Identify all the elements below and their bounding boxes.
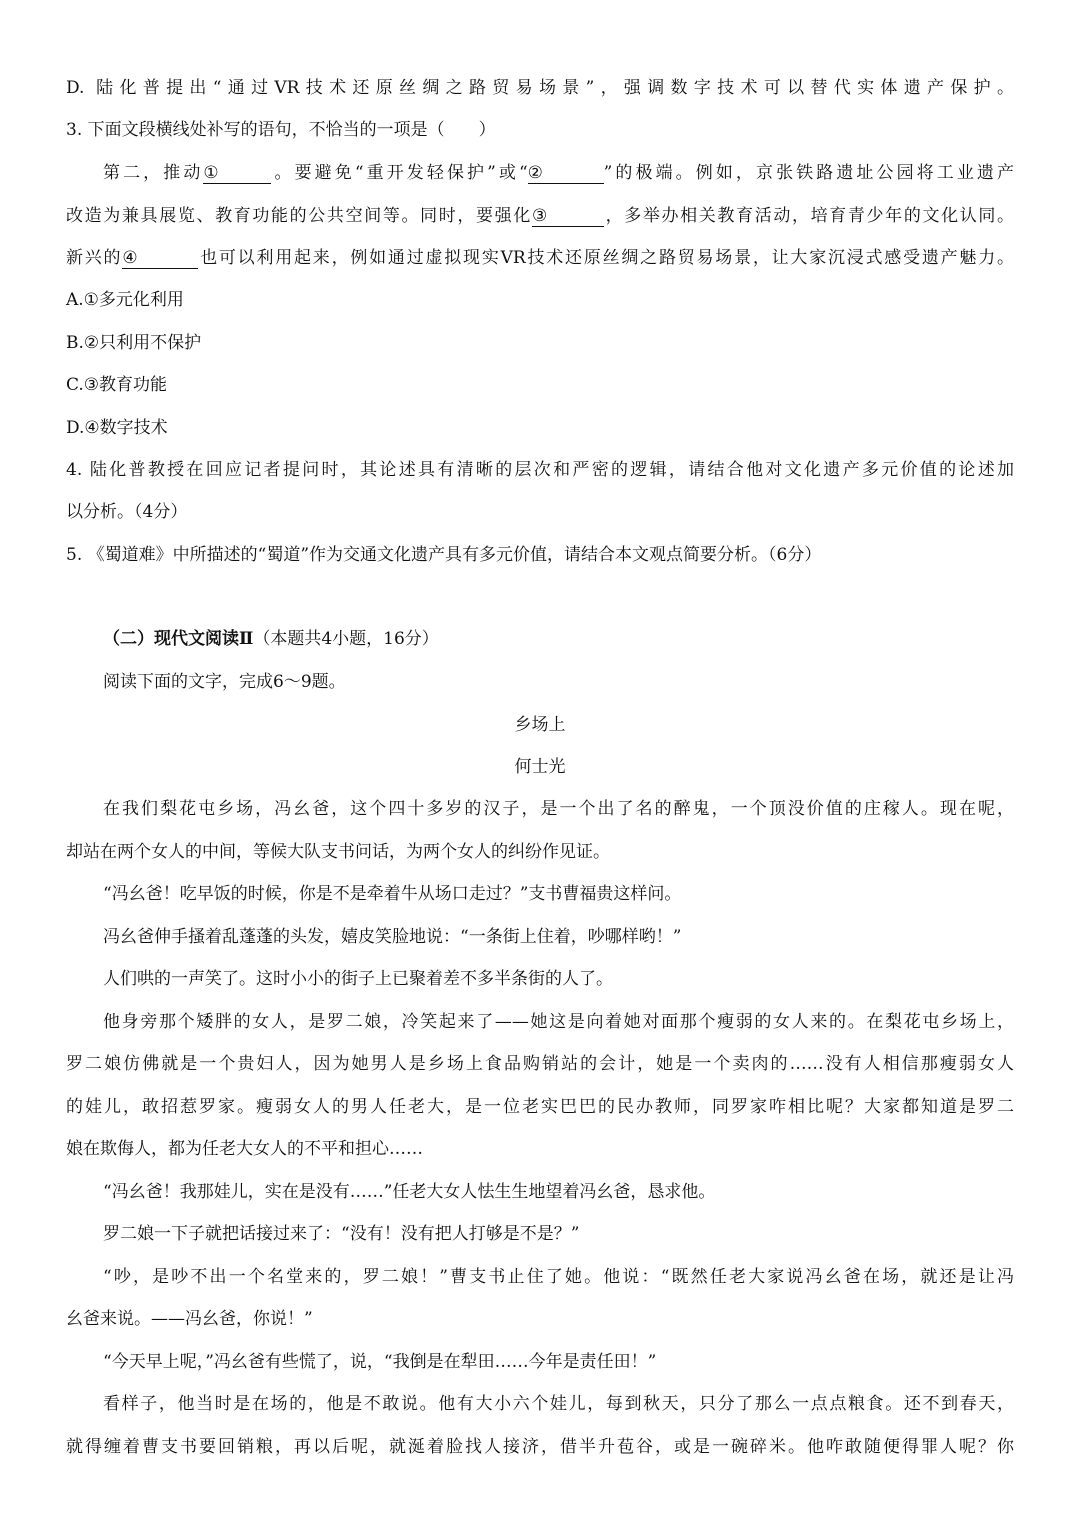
story-paragraph-line: 却站在两个女人的中间，等候大队支书问话，为两个女人的纠纷作见证。 — [66, 842, 610, 862]
blank-1: ① — [203, 163, 271, 184]
story-paragraph-line: “今天早上呢，”冯幺爸有些慌了，说，“我倒是在犁田……今年是责任田！” — [103, 1352, 657, 1372]
story-paragraph-line: 就得缠着曹支书要回销粮，再以后呢，就涎着脸找人接济，借半升苞谷，或是一碗碎米。他咋敢随便得罪人呢？你 — [66, 1437, 1014, 1457]
story-paragraph-line: 人们哄的一声笑了。这时小小的街子上已聚着差不多半条街的人了。 — [103, 969, 613, 989]
story-author: 何士光 — [514, 757, 566, 777]
section-heading: （二）现代文阅读Ⅱ（本题共4小题，16分） — [103, 629, 439, 649]
story-title: 乡场上 — [514, 715, 566, 735]
story-paragraph-line: 在我们梨花屯乡场，冯幺爸，这个四十多岁的汉子，是一个出了名的醉鬼，一个顶没价值的庄稼人。现在呢， — [103, 799, 1014, 819]
option-c: C.③教育功能 — [66, 375, 168, 395]
question-3: 3. 下面文段横线处补写的语句，不恰当的一项是（ ） — [66, 120, 496, 140]
story-paragraph-line: 的娃儿，敢招惹罗家。瘦弱女人的男人任老大，是一位老实巴巴的民办教师，同罗家咋相比呢？大家都知道是罗二 — [66, 1097, 1014, 1117]
question-5: 5. 《蜀道难》中所描述的“蜀道”作为交通文化遗产具有多元价值，请结合本文观点简要分析。（6分） — [66, 545, 822, 565]
story-paragraph-line: 幺爸来说。——冯幺爸，你说！” — [66, 1309, 313, 1329]
question-4-line-1: 4. 陆化普教授在回应记者提问时，其论述具有清晰的层次和严密的逻辑，请结合他对文化遗产多元价值的论述加 — [66, 460, 1014, 480]
passage-line-3: 新兴的④ 也可以利用起来，例如通过虚拟现实VR技术还原丝绸之路贸易场景，让大家沉浸式感受遗产魅力。 — [66, 248, 1014, 268]
story-paragraph-line: 罗二娘一下子就把话接过来了：“没有！没有把人打够是不是？” — [103, 1224, 580, 1244]
story-paragraph-line: “冯幺爸！我那娃儿，实在是没有……”任老大女人怯生生地望着冯幺爸，恳求他。 — [103, 1182, 716, 1202]
story-paragraph-line: 他身旁那个矮胖的女人，是罗二娘，冷笑起来了——她这是向着她对面那个瘦弱的女人来的。在梨花屯乡场上， — [103, 1012, 1014, 1032]
story-paragraph-line: 看样子，他当时是在场的，他是不敢说。他有大小六个娃儿，每到秋天，只分了那么一点点粮食。还不到春天， — [103, 1394, 1014, 1414]
story-paragraph-line: “冯幺爸！吃早饭的时候，你是不是牵着牛从场口走过？”支书曹福贵这样问。 — [103, 884, 682, 904]
blank-3: ③ — [532, 206, 604, 227]
reading-instruction: 阅读下面的文字，完成6～9题。 — [103, 672, 346, 692]
story-paragraph-line: 娘在欺侮人，都为任老大女人的不平和担心…… — [66, 1139, 423, 1159]
blank-4: ④ — [122, 248, 198, 269]
story-paragraph-line: 冯幺爸伸手搔着乱蓬蓬的头发，嬉皮笑脸地说：“一条街上住着，吵哪样哟！” — [103, 927, 682, 947]
option-d-previous: D. 陆化普提出“通过VR技术还原丝绸之路贸易场景”，强调数字技术可以替代实体遗产保护。 — [66, 78, 1014, 98]
blank-2: ② — [528, 163, 604, 184]
passage-line-2: 改造为兼具展览、教育功能的公共空间等。同时，要强化③ ，多举办相关教育活动，培育青少年的文化认同。 — [66, 206, 1015, 226]
story-paragraph-line: 罗二娘仿佛就是一个贵妇人，因为她男人是乡场上食品购销站的会计，她是一个卖肉的……没有人相信那瘦弱女人 — [66, 1054, 1014, 1074]
option-d: D.④数字技术 — [66, 418, 168, 438]
question-4-line-2: 以分析。（4分） — [66, 502, 188, 522]
option-a: A.①多元化利用 — [66, 290, 184, 310]
option-b: B.②只利用不保护 — [66, 333, 202, 353]
passage-line-1: 第二，推动① 。要避免“重开发轻保护”或“② ”的极端。例如，京张铁路遗址公园将工业遗产 — [103, 163, 1014, 183]
story-paragraph-line: “吵，是吵不出一个名堂来的，罗二娘！”曹支书止住了她。他说：“既然任老大家说冯幺爸在场，就还是让冯 — [103, 1267, 1014, 1287]
